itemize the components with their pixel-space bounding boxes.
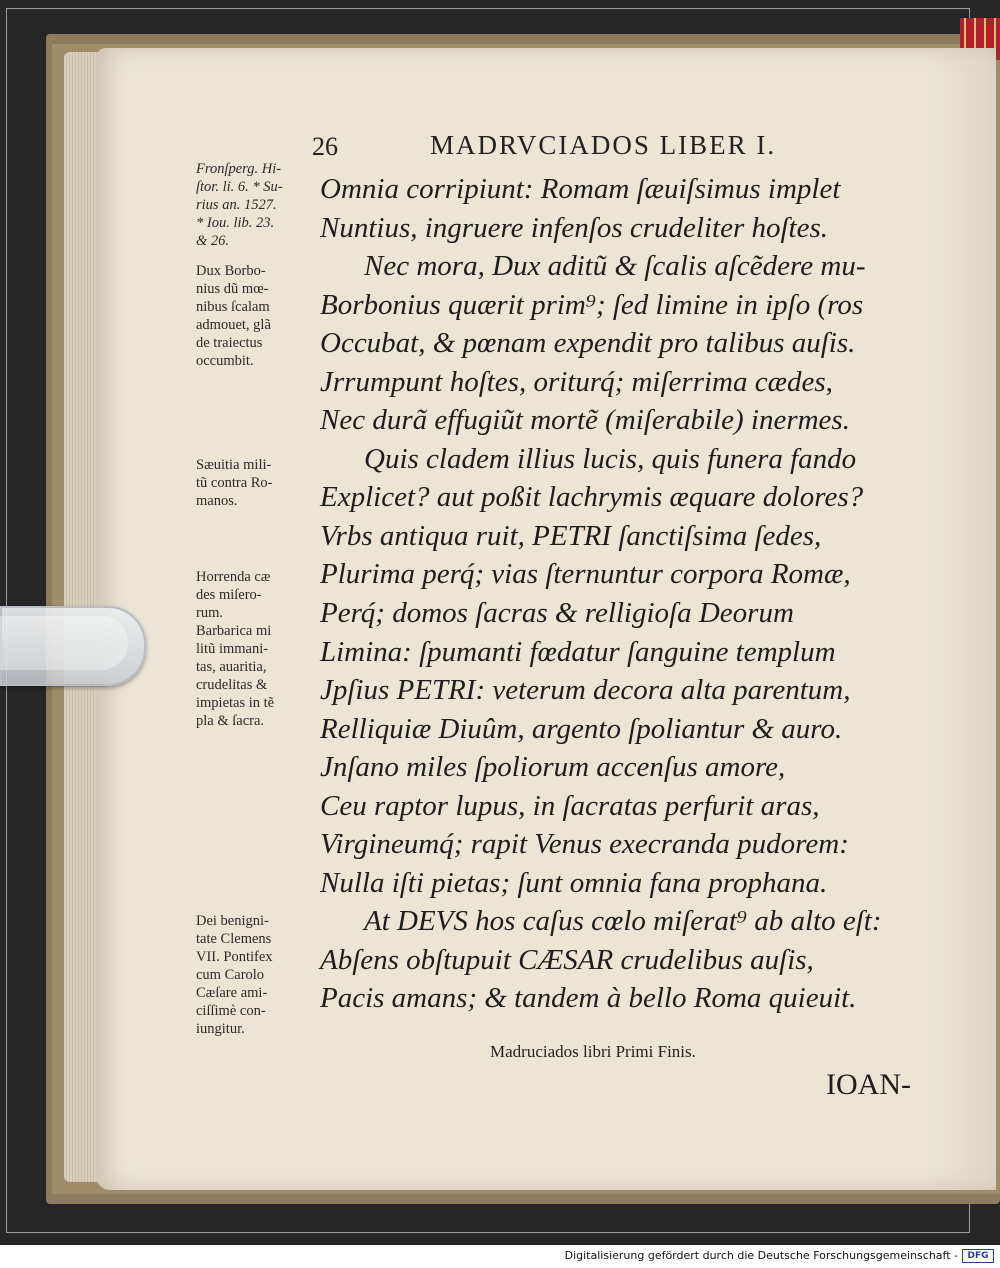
verse-line: Explicet? aut poßit lachrymis æquare dolores?: [320, 481, 864, 514]
marginal-note: [196, 912, 314, 1038]
marginal-note-line: occumbit.: [196, 353, 254, 369]
running-title: MADRVCIADOS LIBER I.: [430, 130, 777, 160]
marginal-note-line: Sæuitia mili-: [196, 457, 272, 473]
marginal-note-line: nius dũ mœ-: [196, 281, 269, 297]
digitization-footer: [0, 1245, 1000, 1268]
marginal-note-line: tate Clemens: [196, 931, 272, 947]
verse-line: Plurima perq́; vias ſternuntur corpora Romæ,: [320, 558, 851, 591]
verse-line: Nec durã effugiũt mortẽ (miſerabile) inermes.: [320, 404, 850, 437]
verse-line: At DEVS hos caſus cœlo miſerat⁹ ab alto eſt:: [364, 905, 882, 938]
marginal-note-line: Cæſare ami-: [196, 985, 268, 1001]
verse-line: Jpſius PETRI: veterum decora alta parentum,: [320, 674, 851, 707]
verse-line: Borbonius quærit prim⁹; ſed limine in ipſo (ros: [320, 288, 864, 321]
marginal-note-line: & 26.: [196, 233, 230, 249]
marginal-note-line: Fronſperg. Hi-: [196, 161, 282, 177]
verse-line: Relliquiæ Diuûm, argento ſpoliantur & auro.: [320, 712, 843, 745]
verse-line: Pacis amans; & tandem à bello Roma quieuit.: [320, 982, 857, 1015]
marginal-note-line: tas, auaritia,: [196, 659, 267, 675]
marginal-note-line: cum Carolo: [196, 967, 265, 983]
marginal-note: [196, 456, 314, 510]
verse-line: Abſens obſtupuit CÆSAR crudelibus auſis,: [320, 943, 814, 976]
marginal-note-line: impietas in tẽ: [196, 695, 275, 711]
verse-line: Quis cladem illius lucis, quis funera fando: [364, 442, 857, 475]
marginal-note-line: Horrenda cæ: [196, 569, 271, 585]
marginal-note-line: des miſero-: [196, 587, 262, 603]
finis-line: Madruciados libri Primi Finis.: [490, 1042, 696, 1061]
verse-line: Virgineumq́; rapit Venus execranda pudorem:: [320, 828, 849, 861]
marginal-note-line: VII. Pontifex: [196, 949, 273, 965]
marginal-note-line: Dei benigni-: [196, 913, 269, 929]
marginal-note-line: pla & ſacra.: [196, 713, 265, 729]
verse-line: Nulla iſti pietas; ſunt omnia fana prophana.: [320, 866, 828, 899]
page-number: 26: [312, 132, 338, 161]
marginal-note-line: manos.: [196, 493, 238, 509]
marginal-note: [196, 568, 314, 730]
marginal-note-line: nibus ſcalam: [196, 299, 270, 315]
glass-page-weight-highlight: [0, 616, 128, 670]
marginal-note-line: iungitur.: [196, 1021, 245, 1037]
page-header: [312, 128, 932, 168]
marginal-note-line: Dux Borbo-: [196, 263, 266, 279]
verse-body: [320, 170, 940, 1018]
verse-line: Jrrumpunt hoſtes, oriturq́; miſerrima cædes,: [320, 365, 833, 398]
marginal-note-line: Barbarica mi: [196, 623, 272, 639]
verse-line: Omnia corripiunt: Romam ſæuiſsimus implet: [320, 173, 841, 205]
footer-credit: Digitalisierung gefördert durch die Deutsche Forschungsgemeinschaft -: [564, 1249, 958, 1262]
verse-line: Ceu raptor lupus, in ſacratas perfurit aras,: [320, 789, 820, 822]
marginal-note-line: * Iou. lib. 23.: [196, 215, 275, 231]
verse-line: Occubat, & pœnam expendit pro talibus auſis.: [320, 327, 856, 360]
verse-line: Limina: ſpumanti fœdatur ſanguine templum: [320, 635, 836, 668]
verse-line: Jnſano miles ſpoliorum accenſus amore,: [320, 751, 786, 784]
verse-line: Nuntius, ingruere infenſos crudeliter hoſtes.: [320, 211, 828, 244]
marginal-note-line: rum.: [196, 605, 223, 621]
marginal-note-line: litũ immani-: [196, 641, 269, 657]
marginal-note: [196, 160, 314, 250]
marginal-note: [196, 262, 314, 370]
catchword: IOAN-: [826, 1068, 911, 1101]
marginal-note-line: admouet, glã: [196, 317, 271, 333]
marginal-note-line: tũ contra Ro-: [196, 475, 273, 491]
verse-line: Perq́; domos ſacras & relligioſa Deorum: [320, 597, 794, 630]
verse-line: Nec mora, Dux aditũ & ſcalis aſcẽdere mu-: [364, 250, 866, 283]
marginal-note-line: crudelitas &: [196, 677, 268, 693]
dfg-logo: DFG: [962, 1249, 994, 1263]
verse-line: Vrbs antiqua ruit, PETRI ſanctiſsima ſedes,: [320, 519, 822, 552]
marginal-note-line: ciſſimè con-: [196, 1003, 266, 1019]
marginal-note-line: de traiectus: [196, 335, 263, 351]
marginal-note-line: rius an. 1527.: [196, 197, 277, 213]
marginal-note-line: ſtor. li. 6. * Su-: [196, 179, 283, 195]
